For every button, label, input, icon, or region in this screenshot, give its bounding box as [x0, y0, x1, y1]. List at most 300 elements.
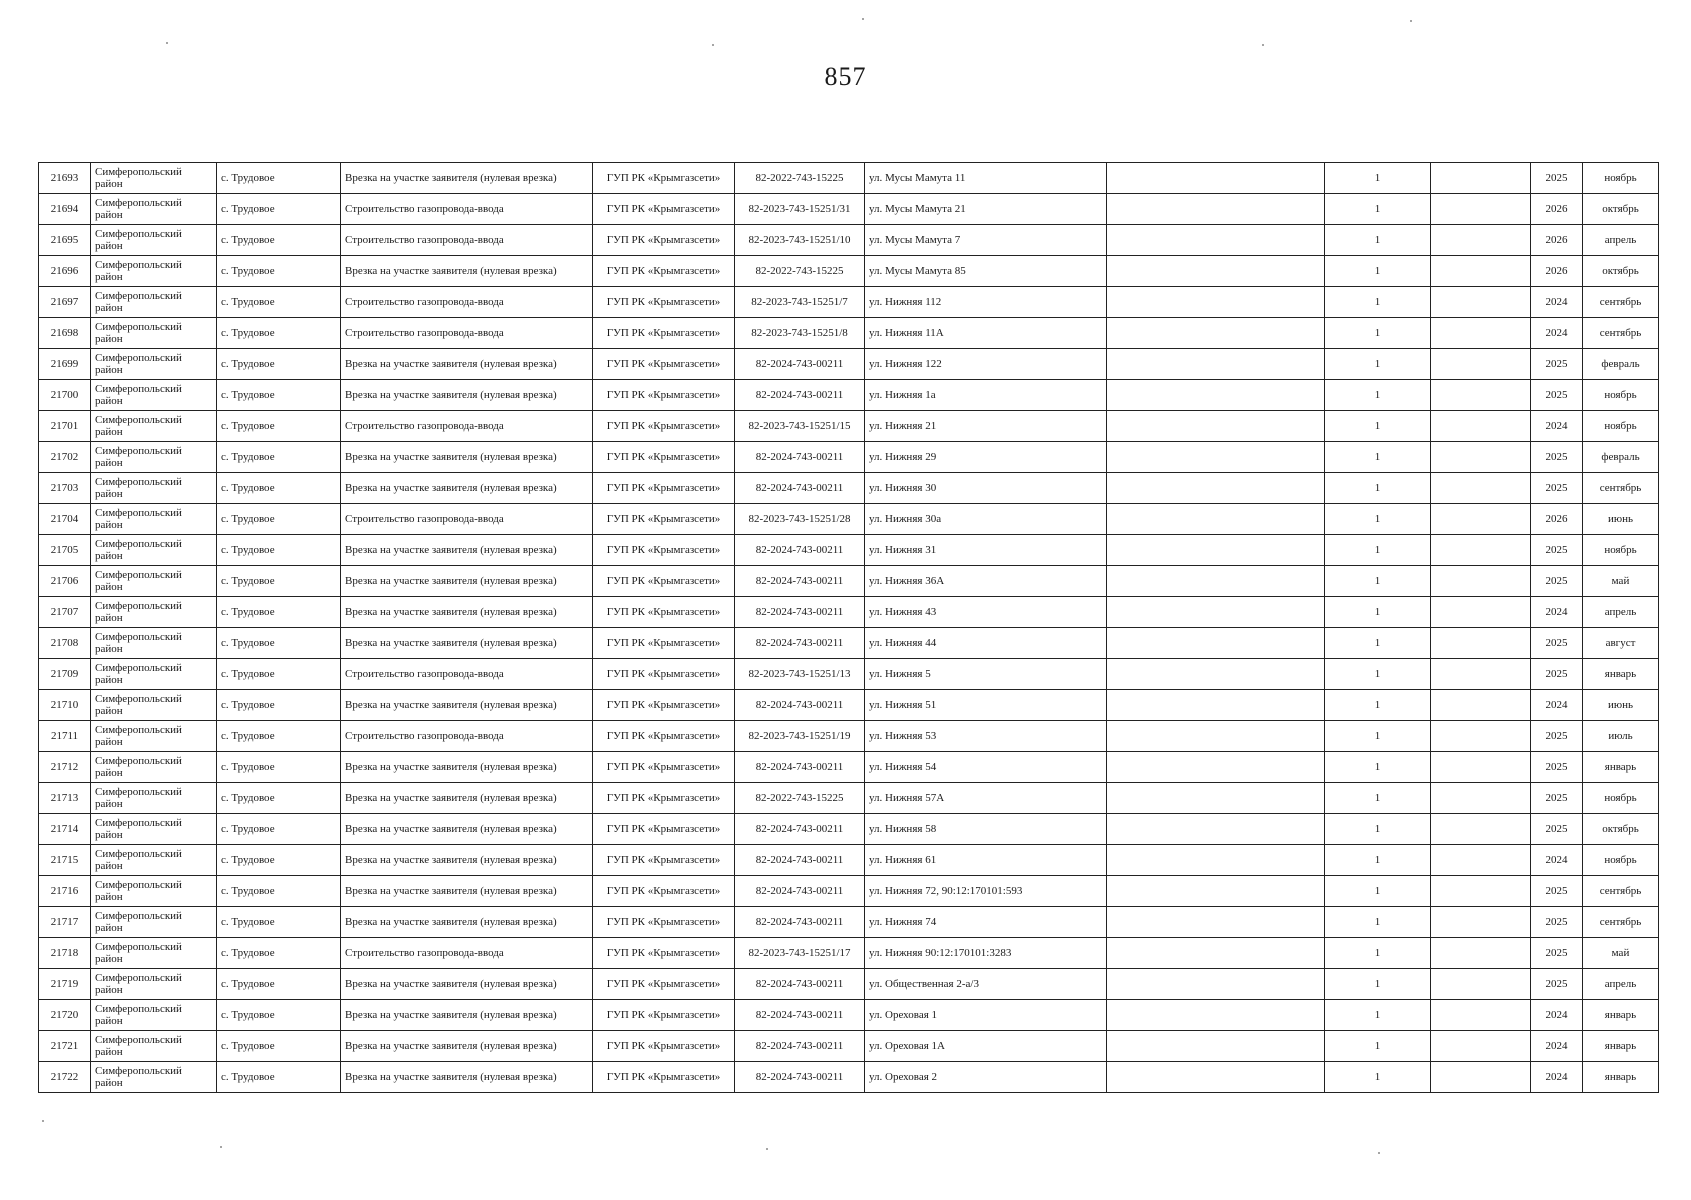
settlement-cell: с. Трудовое [217, 287, 341, 318]
empty-cell [1107, 1000, 1325, 1031]
address-cell: ул. Нижняя 72, 90:12:170101:593 [865, 876, 1107, 907]
empty-cell [1431, 380, 1531, 411]
year-cell: 2024 [1531, 287, 1583, 318]
month-cell: октябрь [1583, 194, 1659, 225]
empty-cell [1431, 256, 1531, 287]
tech-conditions-number-cell: 82-2023-743-15251/10 [735, 225, 865, 256]
address-cell: ул. Ореховая 2 [865, 1062, 1107, 1093]
organization-cell: ГУП РК «Крымгазсети» [593, 473, 735, 504]
row-number: 21720 [39, 1000, 91, 1031]
settlement-cell: с. Трудовое [217, 411, 341, 442]
district-cell: Симферопольский район [91, 318, 217, 349]
table-row [39, 1031, 1659, 1062]
settlement-cell: с. Трудовое [217, 938, 341, 969]
year-cell: 2025 [1531, 442, 1583, 473]
quantity-cell: 1 [1325, 442, 1431, 473]
empty-cell [1107, 597, 1325, 628]
year-cell: 2024 [1531, 318, 1583, 349]
empty-cell [1431, 845, 1531, 876]
district-cell: Симферопольский район [91, 752, 217, 783]
settlement-cell: с. Трудовое [217, 721, 341, 752]
empty-cell [1431, 628, 1531, 659]
quantity-cell: 1 [1325, 752, 1431, 783]
row-number: 21708 [39, 628, 91, 659]
address-cell: ул. Общественная 2-а/3 [865, 969, 1107, 1000]
empty-cell [1431, 411, 1531, 442]
table-row [39, 349, 1659, 380]
month-cell: ноябрь [1583, 163, 1659, 194]
organization-cell: ГУП РК «Крымгазсети» [593, 814, 735, 845]
address-cell: ул. Нижняя 53 [865, 721, 1107, 752]
row-number: 21721 [39, 1031, 91, 1062]
tech-conditions-number-cell: 82-2024-743-00211 [735, 907, 865, 938]
quantity-cell: 1 [1325, 318, 1431, 349]
work-type-cell: Врезка на участке заявителя (нулевая врезка) [341, 566, 593, 597]
table-row [39, 938, 1659, 969]
district-cell: Симферопольский район [91, 907, 217, 938]
empty-cell [1107, 473, 1325, 504]
tech-conditions-number-cell: 82-2022-743-15225 [735, 163, 865, 194]
empty-cell [1107, 907, 1325, 938]
scan-speck [1378, 1152, 1380, 1154]
month-cell: февраль [1583, 442, 1659, 473]
work-type-cell: Врезка на участке заявителя (нулевая врезка) [341, 256, 593, 287]
district-cell: Симферопольский район [91, 1062, 217, 1093]
tech-conditions-number-cell: 82-2024-743-00211 [735, 1062, 865, 1093]
month-cell: январь [1583, 659, 1659, 690]
month-cell: апрель [1583, 225, 1659, 256]
address-cell: ул. Нижняя 43 [865, 597, 1107, 628]
month-cell: ноябрь [1583, 411, 1659, 442]
table-row [39, 256, 1659, 287]
table-row [39, 845, 1659, 876]
row-number: 21700 [39, 380, 91, 411]
scan-speck [1410, 20, 1412, 22]
scan-speck [712, 44, 714, 46]
quantity-cell: 1 [1325, 969, 1431, 1000]
year-cell: 2024 [1531, 1000, 1583, 1031]
row-number: 21718 [39, 938, 91, 969]
address-cell: ул. Нижняя 30 [865, 473, 1107, 504]
empty-cell [1107, 442, 1325, 473]
empty-cell [1107, 814, 1325, 845]
quantity-cell: 1 [1325, 1031, 1431, 1062]
year-cell: 2024 [1531, 690, 1583, 721]
empty-cell [1431, 194, 1531, 225]
row-number: 21699 [39, 349, 91, 380]
work-type-cell: Врезка на участке заявителя (нулевая врезка) [341, 597, 593, 628]
scan-speck [220, 1146, 222, 1148]
empty-cell [1431, 814, 1531, 845]
address-cell: ул. Нижняя 31 [865, 535, 1107, 566]
tech-conditions-number-cell: 82-2024-743-00211 [735, 380, 865, 411]
district-cell: Симферопольский район [91, 504, 217, 535]
settlement-cell: с. Трудовое [217, 504, 341, 535]
tech-conditions-number-cell: 82-2023-743-15251/7 [735, 287, 865, 318]
tech-conditions-number-cell: 82-2024-743-00211 [735, 473, 865, 504]
quantity-cell: 1 [1325, 163, 1431, 194]
settlement-cell: с. Трудовое [217, 597, 341, 628]
tech-conditions-number-cell: 82-2023-743-15251/31 [735, 194, 865, 225]
tech-conditions-number-cell: 82-2024-743-00211 [735, 1000, 865, 1031]
settlement-cell: с. Трудовое [217, 318, 341, 349]
month-cell: сентябрь [1583, 907, 1659, 938]
settlement-cell: с. Трудовое [217, 628, 341, 659]
organization-cell: ГУП РК «Крымгазсети» [593, 442, 735, 473]
tech-conditions-number-cell: 82-2022-743-15225 [735, 256, 865, 287]
row-number: 21715 [39, 845, 91, 876]
organization-cell: ГУП РК «Крымгазсети» [593, 256, 735, 287]
empty-cell [1107, 969, 1325, 1000]
address-cell: ул. Нижняя 54 [865, 752, 1107, 783]
empty-cell [1107, 752, 1325, 783]
empty-cell [1431, 442, 1531, 473]
month-cell: сентябрь [1583, 287, 1659, 318]
work-type-cell: Врезка на участке заявителя (нулевая врезка) [341, 442, 593, 473]
organization-cell: ГУП РК «Крымгазсети» [593, 907, 735, 938]
settlement-cell: с. Трудовое [217, 907, 341, 938]
settlement-cell: с. Трудовое [217, 163, 341, 194]
settlement-cell: с. Трудовое [217, 845, 341, 876]
empty-cell [1431, 907, 1531, 938]
organization-cell: ГУП РК «Крымгазсети» [593, 659, 735, 690]
work-type-cell: Врезка на участке заявителя (нулевая врезка) [341, 969, 593, 1000]
table-row [39, 907, 1659, 938]
year-cell: 2025 [1531, 628, 1583, 659]
empty-cell [1431, 721, 1531, 752]
row-number: 21694 [39, 194, 91, 225]
district-cell: Симферопольский район [91, 566, 217, 597]
organization-cell: ГУП РК «Крымгазсети» [593, 721, 735, 752]
tech-conditions-number-cell: 82-2024-743-00211 [735, 535, 865, 566]
address-cell: ул. Нижняя 21 [865, 411, 1107, 442]
empty-cell [1431, 876, 1531, 907]
tech-conditions-number-cell: 82-2023-743-15251/28 [735, 504, 865, 535]
quantity-cell: 1 [1325, 349, 1431, 380]
work-type-cell: Врезка на участке заявителя (нулевая врезка) [341, 1031, 593, 1062]
table-row [39, 628, 1659, 659]
year-cell: 2025 [1531, 349, 1583, 380]
settlement-cell: с. Трудовое [217, 876, 341, 907]
organization-cell: ГУП РК «Крымгазсети» [593, 690, 735, 721]
row-number: 21696 [39, 256, 91, 287]
month-cell: июль [1583, 721, 1659, 752]
tech-conditions-number-cell: 82-2024-743-00211 [735, 566, 865, 597]
work-type-cell: Врезка на участке заявителя (нулевая врезка) [341, 163, 593, 194]
quantity-cell: 1 [1325, 535, 1431, 566]
work-type-cell: Строительство газопровода-ввода [341, 721, 593, 752]
district-cell: Симферопольский район [91, 690, 217, 721]
quantity-cell: 1 [1325, 783, 1431, 814]
year-cell: 2025 [1531, 659, 1583, 690]
district-cell: Симферопольский район [91, 659, 217, 690]
tech-conditions-number-cell: 82-2024-743-00211 [735, 876, 865, 907]
row-number: 21695 [39, 225, 91, 256]
row-number: 21713 [39, 783, 91, 814]
empty-cell [1107, 194, 1325, 225]
quantity-cell: 1 [1325, 411, 1431, 442]
month-cell: август [1583, 628, 1659, 659]
work-type-cell: Врезка на участке заявителя (нулевая врезка) [341, 690, 593, 721]
table-row [39, 659, 1659, 690]
empty-cell [1107, 938, 1325, 969]
table-row [39, 225, 1659, 256]
month-cell: апрель [1583, 597, 1659, 628]
organization-cell: ГУП РК «Крымгазсети» [593, 504, 735, 535]
tech-conditions-number-cell: 82-2023-743-15251/19 [735, 721, 865, 752]
table-row [39, 783, 1659, 814]
empty-cell [1431, 597, 1531, 628]
quantity-cell: 1 [1325, 225, 1431, 256]
district-cell: Симферопольский район [91, 535, 217, 566]
row-number: 21711 [39, 721, 91, 752]
address-cell: ул. Нижняя 90:12:170101:3283 [865, 938, 1107, 969]
district-cell: Симферопольский район [91, 876, 217, 907]
work-type-cell: Строительство газопровода-ввода [341, 938, 593, 969]
organization-cell: ГУП РК «Крымгазсети» [593, 938, 735, 969]
table-row [39, 597, 1659, 628]
address-cell: ул. Нижняя 51 [865, 690, 1107, 721]
settlement-cell: с. Трудовое [217, 535, 341, 566]
tech-conditions-number-cell: 82-2024-743-00211 [735, 752, 865, 783]
work-type-cell: Строительство газопровода-ввода [341, 225, 593, 256]
month-cell: сентябрь [1583, 876, 1659, 907]
work-type-cell: Врезка на участке заявителя (нулевая врезка) [341, 628, 593, 659]
quantity-cell: 1 [1325, 504, 1431, 535]
work-type-cell: Врезка на участке заявителя (нулевая врезка) [341, 752, 593, 783]
year-cell: 2025 [1531, 752, 1583, 783]
month-cell: апрель [1583, 969, 1659, 1000]
quantity-cell: 1 [1325, 287, 1431, 318]
work-type-cell: Врезка на участке заявителя (нулевая врезка) [341, 907, 593, 938]
month-cell: январь [1583, 1062, 1659, 1093]
address-cell: ул. Нижняя 29 [865, 442, 1107, 473]
empty-cell [1107, 256, 1325, 287]
year-cell: 2025 [1531, 566, 1583, 597]
organization-cell: ГУП РК «Крымгазсети» [593, 628, 735, 659]
year-cell: 2026 [1531, 194, 1583, 225]
empty-cell [1431, 535, 1531, 566]
table-row [39, 318, 1659, 349]
empty-cell [1431, 659, 1531, 690]
address-cell: ул. Мусы Мамута 85 [865, 256, 1107, 287]
empty-cell [1431, 783, 1531, 814]
quantity-cell: 1 [1325, 876, 1431, 907]
month-cell: май [1583, 566, 1659, 597]
empty-cell [1107, 659, 1325, 690]
work-type-cell: Врезка на участке заявителя (нулевая врезка) [341, 473, 593, 504]
table-row [39, 411, 1659, 442]
empty-cell [1107, 318, 1325, 349]
settlement-cell: с. Трудовое [217, 659, 341, 690]
year-cell: 2025 [1531, 814, 1583, 845]
year-cell: 2025 [1531, 783, 1583, 814]
empty-cell [1107, 287, 1325, 318]
month-cell: январь [1583, 1000, 1659, 1031]
address-cell: ул. Нижняя 5 [865, 659, 1107, 690]
organization-cell: ГУП РК «Крымгазсети» [593, 194, 735, 225]
month-cell: ноябрь [1583, 535, 1659, 566]
settlement-cell: с. Трудовое [217, 380, 341, 411]
row-number: 21706 [39, 566, 91, 597]
work-type-cell: Врезка на участке заявителя (нулевая врезка) [341, 814, 593, 845]
quantity-cell: 1 [1325, 473, 1431, 504]
work-type-cell: Врезка на участке заявителя (нулевая врезка) [341, 535, 593, 566]
address-cell: ул. Нижняя 1а [865, 380, 1107, 411]
district-cell: Симферопольский район [91, 1031, 217, 1062]
work-type-cell: Строительство газопровода-ввода [341, 318, 593, 349]
work-type-cell: Врезка на участке заявителя (нулевая врезка) [341, 380, 593, 411]
settlement-cell: с. Трудовое [217, 473, 341, 504]
empty-cell [1431, 1031, 1531, 1062]
organization-cell: ГУП РК «Крымгазсети» [593, 1031, 735, 1062]
quantity-cell: 1 [1325, 597, 1431, 628]
organization-cell: ГУП РК «Крымгазсети» [593, 876, 735, 907]
district-cell: Симферопольский район [91, 473, 217, 504]
row-number: 21707 [39, 597, 91, 628]
table-row [39, 473, 1659, 504]
organization-cell: ГУП РК «Крымгазсети» [593, 535, 735, 566]
organization-cell: ГУП РК «Крымгазсети» [593, 1000, 735, 1031]
quantity-cell: 1 [1325, 628, 1431, 659]
settlement-cell: с. Трудовое [217, 256, 341, 287]
row-number: 21705 [39, 535, 91, 566]
settlement-cell: с. Трудовое [217, 814, 341, 845]
year-cell: 2025 [1531, 876, 1583, 907]
organization-cell: ГУП РК «Крымгазсети» [593, 318, 735, 349]
month-cell: сентябрь [1583, 318, 1659, 349]
district-cell: Симферопольский район [91, 814, 217, 845]
table-row [39, 690, 1659, 721]
tech-conditions-number-cell: 82-2024-743-00211 [735, 814, 865, 845]
quantity-cell: 1 [1325, 721, 1431, 752]
scan-speck [766, 1148, 768, 1150]
empty-cell [1431, 163, 1531, 194]
quantity-cell: 1 [1325, 566, 1431, 597]
row-number: 21698 [39, 318, 91, 349]
year-cell: 2025 [1531, 380, 1583, 411]
month-cell: ноябрь [1583, 845, 1659, 876]
quantity-cell: 1 [1325, 845, 1431, 876]
month-cell: ноябрь [1583, 783, 1659, 814]
tech-conditions-number-cell: 82-2024-743-00211 [735, 628, 865, 659]
empty-cell [1431, 473, 1531, 504]
work-type-cell: Врезка на участке заявителя (нулевая врезка) [341, 1000, 593, 1031]
empty-cell [1431, 566, 1531, 597]
address-cell: ул. Мусы Мамута 11 [865, 163, 1107, 194]
empty-cell [1431, 690, 1531, 721]
year-cell: 2025 [1531, 535, 1583, 566]
empty-cell [1107, 845, 1325, 876]
empty-cell [1107, 380, 1325, 411]
settlement-cell: с. Трудовое [217, 1000, 341, 1031]
month-cell: июнь [1583, 504, 1659, 535]
address-cell: ул. Ореховая 1 [865, 1000, 1107, 1031]
table-row [39, 566, 1659, 597]
empty-cell [1431, 318, 1531, 349]
settlement-cell: с. Трудовое [217, 566, 341, 597]
empty-cell [1107, 690, 1325, 721]
organization-cell: ГУП РК «Крымгазсети» [593, 163, 735, 194]
row-number: 21712 [39, 752, 91, 783]
table-row [39, 163, 1659, 194]
row-number: 21693 [39, 163, 91, 194]
year-cell: 2024 [1531, 845, 1583, 876]
settlement-cell: с. Трудовое [217, 194, 341, 225]
empty-cell [1431, 752, 1531, 783]
settlement-cell: с. Трудовое [217, 225, 341, 256]
year-cell: 2024 [1531, 1031, 1583, 1062]
district-cell: Симферопольский район [91, 287, 217, 318]
tech-conditions-number-cell: 82-2024-743-00211 [735, 442, 865, 473]
table-row [39, 442, 1659, 473]
work-type-cell: Строительство газопровода-ввода [341, 504, 593, 535]
year-cell: 2025 [1531, 969, 1583, 1000]
district-cell: Симферопольский район [91, 225, 217, 256]
organization-cell: ГУП РК «Крымгазсети» [593, 566, 735, 597]
scan-speck [166, 42, 168, 44]
quantity-cell: 1 [1325, 938, 1431, 969]
tech-conditions-number-cell: 82-2024-743-00211 [735, 969, 865, 1000]
settlement-cell: с. Трудовое [217, 349, 341, 380]
year-cell: 2026 [1531, 256, 1583, 287]
organization-cell: ГУП РК «Крымгазсети» [593, 411, 735, 442]
month-cell: октябрь [1583, 814, 1659, 845]
tech-conditions-number-cell: 82-2024-743-00211 [735, 1031, 865, 1062]
tech-conditions-number-cell: 82-2023-743-15251/8 [735, 318, 865, 349]
settlement-cell: с. Трудовое [217, 1031, 341, 1062]
row-number: 21703 [39, 473, 91, 504]
work-type-cell: Строительство газопровода-ввода [341, 194, 593, 225]
table-row [39, 194, 1659, 225]
empty-cell [1107, 876, 1325, 907]
quantity-cell: 1 [1325, 1000, 1431, 1031]
gasification-table [38, 162, 1659, 1093]
tech-conditions-number-cell: 82-2023-743-15251/17 [735, 938, 865, 969]
address-cell: ул. Нижняя 122 [865, 349, 1107, 380]
address-cell: ул. Нижняя 57А [865, 783, 1107, 814]
table-row [39, 535, 1659, 566]
table-row [39, 721, 1659, 752]
address-cell: ул. Нижняя 36А [865, 566, 1107, 597]
tech-conditions-number-cell: 82-2024-743-00211 [735, 597, 865, 628]
organization-cell: ГУП РК «Крымгазсети» [593, 287, 735, 318]
row-number: 21709 [39, 659, 91, 690]
table-row [39, 380, 1659, 411]
organization-cell: ГУП РК «Крымгазсети» [593, 225, 735, 256]
row-number: 21710 [39, 690, 91, 721]
row-number: 21714 [39, 814, 91, 845]
work-type-cell: Строительство газопровода-ввода [341, 287, 593, 318]
work-type-cell: Строительство газопровода-ввода [341, 411, 593, 442]
organization-cell: ГУП РК «Крымгазсети» [593, 380, 735, 411]
empty-cell [1107, 225, 1325, 256]
address-cell: ул. Мусы Мамута 21 [865, 194, 1107, 225]
settlement-cell: с. Трудовое [217, 752, 341, 783]
address-cell: ул. Нижняя 112 [865, 287, 1107, 318]
year-cell: 2026 [1531, 225, 1583, 256]
year-cell: 2025 [1531, 163, 1583, 194]
empty-cell [1107, 628, 1325, 659]
empty-cell [1107, 411, 1325, 442]
address-cell: ул. Нижняя 61 [865, 845, 1107, 876]
address-cell: ул. Нижняя 44 [865, 628, 1107, 659]
row-number: 21716 [39, 876, 91, 907]
empty-cell [1107, 566, 1325, 597]
empty-cell [1431, 1000, 1531, 1031]
empty-cell [1431, 349, 1531, 380]
year-cell: 2024 [1531, 597, 1583, 628]
